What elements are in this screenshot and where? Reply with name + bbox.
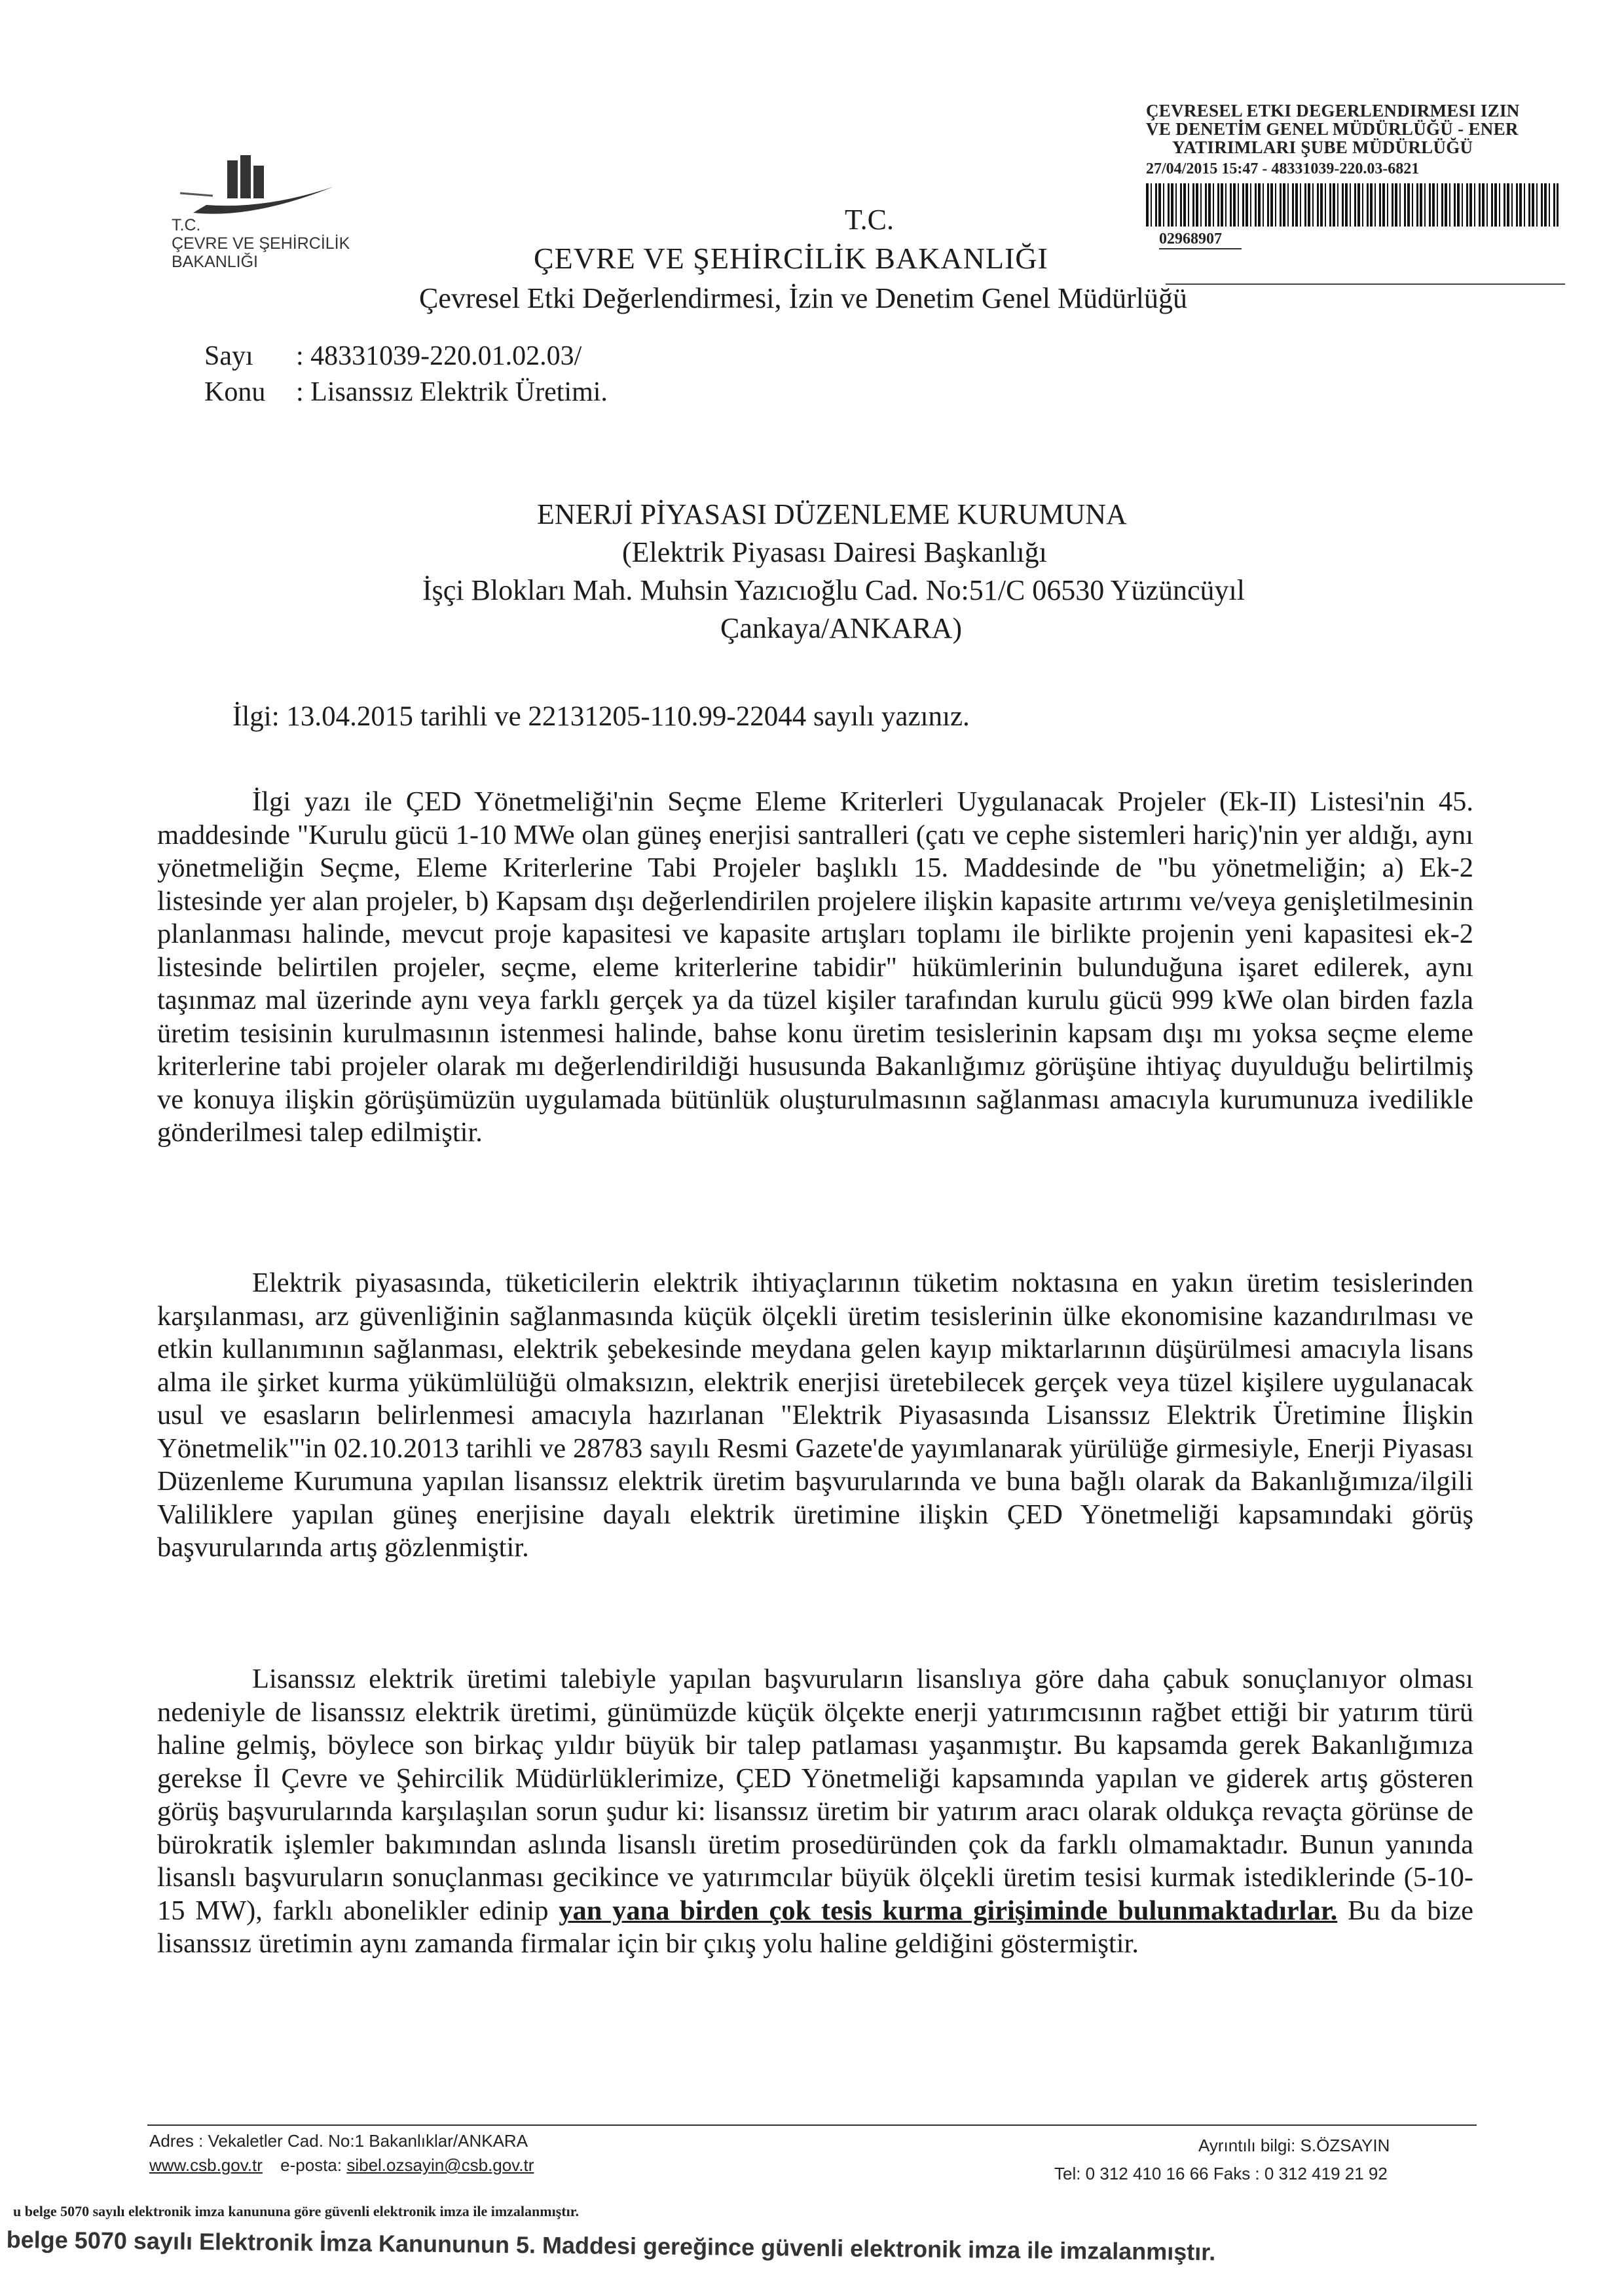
- sayi-value: : 48331039-220.01.02.03/: [296, 341, 582, 371]
- reference-line: İlgi: 13.04.2015 tarihli ve 22131205-110.99-22044 sayılı yazınız.: [232, 701, 970, 732]
- ministry-name: ÇEVRE VE ŞEHİRCİLİK BAKANLIĞI: [534, 242, 1048, 275]
- esignature-note-small: u belge 5070 sayılı elektronik imza kanununa göre güvenli elektronik imza ile imzalanmıştır.: [13, 2203, 579, 2219]
- footer-rule: [147, 2124, 1477, 2126]
- recipient-name: ENERJİ PİYASASI DÜZENLEME KURUMUNA: [537, 498, 1127, 530]
- footer-address: Adres : Vekaletler Cad. No:1 Bakanlıklar/ANKARA: [149, 2131, 528, 2151]
- subject-row: [204, 376, 608, 408]
- konu-value: : Lisanssız Elektrik Üretimi.: [296, 377, 608, 407]
- footer-website[interactable]: www.csb.gov.tr: [149, 2155, 263, 2175]
- stamp-line-3: YATIRIMLARI ŞUBE MÜDÜRLÜĞÜ: [1172, 137, 1473, 157]
- body-paragraph-3: Lisanssız elektrik üretimi talebiyle yapılan başvuruların lisanslıya göre daha çabuk sonuçlanıyor olması nedeniyle de lisanssız elektrik üretimi, günümüzde küçük ölçekte enerji yatırımcısının rağbet ettiği bir yatırım türü haline gelmiş, böylece son birkaç yıldır büyük bir talep patlaması yaşanmıştır. Bu kapsamda gerek Bakanlığımıza gerekse İl Çevre ve Şehircilik Müdürlüklerimize, ÇED Yönetmeliği kapsamında yapılan ve giderek artış gösteren görüş başvurularında karşılaşılan sorun şudur ki: lisanssız üretim bir yatırım aracı olarak oldukça revaçta görünse de bürokratik işlemler bakımından aslında lisanslı üretim prosedüründen çok da farklı olmamaktadır. Bunun yanında lisanslı başvuruların sonuçlanması gecikince ve yatırımcılar büyük ölçekli üretim tesisi kurmak istediklerinde (5-10-15 MW), farklı abonelikler edinip yan yana birden çok tesis kurma girişiminde bulunmaktadırlar. Bu da bize lisanssız üretimin aynı zamanda firmalar için bir çıkış yolu haline geldiğini göstermiştir.: [157, 1664, 1473, 1959]
- logo-caption: T.C. ÇEVRE VE ŞEHİRCİLİK BAKANLIĞI: [172, 216, 350, 271]
- barcode: [1146, 183, 1559, 227]
- recipient-city: Çankaya/ANKARA): [720, 612, 963, 644]
- esignature-note: belge 5070 sayılı Elektronik İmza Kanununun 5. Maddesi gereğince güvenli elektronik imza ile imzalanmıştır.: [6, 2226, 1216, 2266]
- recipient-department: (Elektrik Piyasası Dairesi Başkanlığı: [622, 536, 1047, 568]
- body-paragraph-2: Elektrik piyasasında, tüketicilerin elektrik ihtiyaçlarının tüketim noktasına en yakın üretim tesislerinden karşılanması, arz güvenliğinin sağlanmasında küçük ölçekli üretim tesislerinin ülke ekonomisine kazandırılması ve etkin kullanımının sağlanması, elektrik şebekesinde meydana gelen kayıp miktarlarının düşürülmesi amacıyla lisans alma ile şirket kurma yükümlülüğü olmaksızın, elektrik enerjisi üretebilecek gerçek veya tüzel kişilere uygulanacak usul ve esasların belirlenmesi amacıyla hazırlanan "Elektrik Piyasasında Lisanssız Elektrik Üretimine İlişkin Yönetmelik"'in 02.10.2013 tarihli ve 28783 sayılı Resmi Gazete'de yayımlanarak yürülüğe girmesiyle, Enerji Piyasası Düzenleme Kurumuna yapılan lisanssız elektrik üretim başvurularında ve buna bağlı olarak da Bakanlığımıza/ilgili Valiliklere yapılan güneş enerjisine dayalı elektrik üretimine ilişkin ÇED Yönetmeliği kapsamındaki görüş başvurularında artış gözlenmiştir.: [157, 1267, 1473, 1563]
- konu-label: Konu: [204, 377, 266, 407]
- footer-email[interactable]: sibel.ozsayin@csb.gov.tr: [346, 2155, 534, 2175]
- footer-email-label: e-posta:: [280, 2155, 342, 2175]
- footer-contact-line: [149, 2155, 534, 2176]
- stamp-datetime: 27/04/2015 15:47 - 48331039-220.03-6821: [1146, 160, 1420, 177]
- barcode-number: 02968907: [1159, 230, 1242, 249]
- footer-phone: Tel: 0 312 410 16 66 Faks : 0 312 419 21 92: [1054, 2164, 1388, 2183]
- reference-number-row: [204, 340, 581, 372]
- body-paragraph-1: İlgi yazı ile ÇED Yönetmeliği'nin Seçme Eleme Kriterleri Uygulanacak Projeler (Ek-II) Listesi'nin 45. maddesinde "Kurulu gücü 1-10 MWe olan güneş enerjisi santralleri (çatı ve cephe sistemleri hariç)'nin yer aldığı, aynı yönetmeliğin Seçme, Eleme Kriterlerine Tabi Projeler başlıklı 15. Maddesinde de "bu yönetmeliğin; a) Ek-2 listesinde yer alan projeler, b) Kapsam dışı değerlendirilen projelere ilişkin kapasite artırımı ve/veya genişletilmesinin planlanması halinde, mevcut proje kapasitesi ve kapasite artışları toplamı ile birlikte projenin yeni kapasitesi ek-2 listesinde belirtilen projeler, seçme, eleme kriterlerine tabidir" hükümlerinin bulunduğuna işaret edilerek, aynı taşınmaz mal üzerinde aynı veya farklı gerçek ya da tüzel kişiler tarafından kurulu gücü 999 kWe olan birden fazla üretim tesisinin kurulmasının istenmesi halinde, bahse konu üretim tesislerinin kapsam dışı mı yoksa seçme eleme kriterlerine tabi projeler olarak mı değerlendirildiği hususunda Bakanlığımız görüşüne ihtiyaç duyulduğu belirtilmiş ve konuya ilişkin görüşümüzün uygulamada bütünlük oluşturulmasının sağlanması amacıyla kurumunuza ivedilikle gönderilmesi talep edilmiştir.: [157, 786, 1473, 1148]
- stamp-line-1: ÇEVRESEL ETKI DEGERLENDIRMESI IZIN: [1146, 101, 1520, 120]
- sayi-label: Sayı: [204, 341, 253, 371]
- directorate-name: Çevresel Etki Değerlendirmesi, İzin ve Denetim Genel Müdürlüğü: [419, 282, 1187, 314]
- letterhead-tc: T.C.: [845, 204, 894, 236]
- recipient-address: İşçi Blokları Mah. Muhsin Yazıcıoğlu Cad. No:51/C 06530 Yüzüncüyıl: [422, 574, 1245, 606]
- stamp-rule: [1166, 283, 1565, 285]
- footer-info-contact: Ayrıntılı bilgi: S.ÖZSAYIN: [1198, 2136, 1390, 2155]
- underlined-emphasis: yan yana birden çok tesis kurma girişiminde bulunmaktadırlar.: [559, 1895, 1338, 1926]
- registry-stamp: [1146, 101, 1578, 249]
- stamp-line-2: VE DENETİM GENEL MÜDÜRLÜĞÜ - ENER: [1146, 119, 1519, 139]
